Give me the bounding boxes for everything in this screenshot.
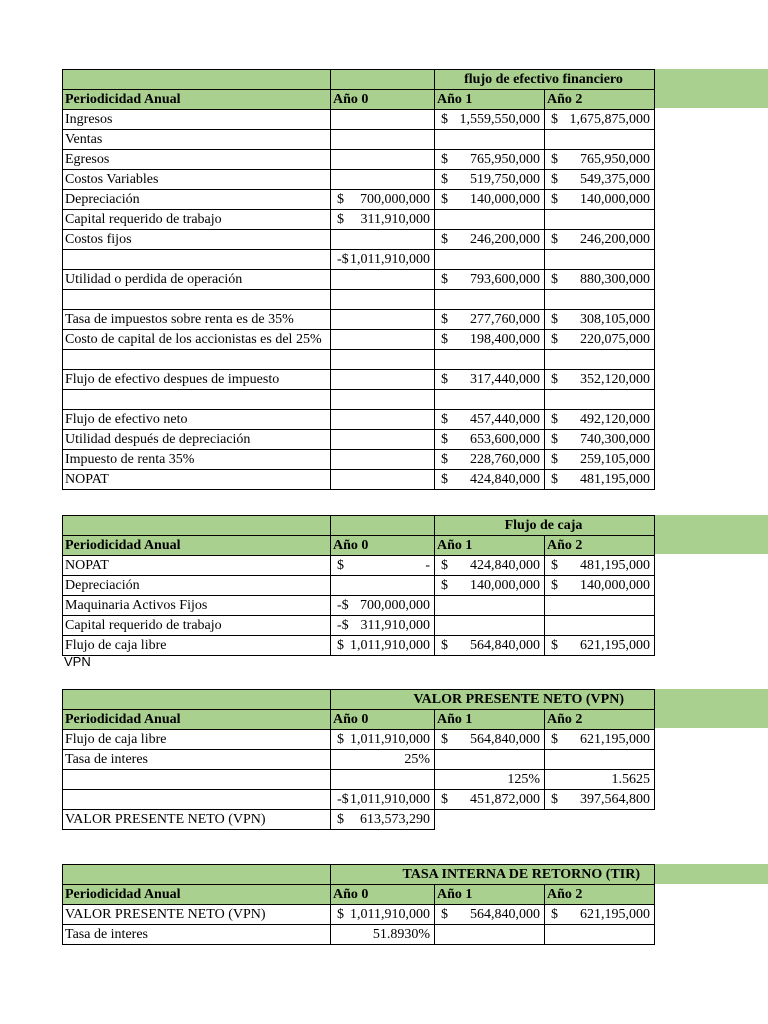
cell-y0 [331, 190, 435, 210]
currency-symbol: $ [337, 907, 344, 922]
cell-y1 [435, 170, 545, 190]
cell-value: 51.8930% [372, 927, 430, 942]
table-row [63, 350, 655, 370]
currency-symbol: $ [441, 472, 448, 487]
cell-value: 352,120,000 [580, 372, 650, 387]
cell-value: 311,910,000 [360, 212, 430, 227]
cell-value: 451,872,000 [470, 792, 540, 807]
table-row [63, 230, 655, 250]
currency-symbol: $ [551, 112, 558, 127]
row-label: Capital requerido de trabajo [63, 616, 331, 636]
table-row [63, 925, 655, 945]
row-label [63, 390, 331, 410]
cell-y2 [545, 576, 655, 596]
header-ano-0: Año 0 [331, 710, 435, 730]
cell-y0 [331, 230, 435, 250]
header-row [63, 536, 655, 556]
header-ano-1: Año 1 [435, 536, 545, 556]
table-row [63, 470, 655, 490]
cell-y0 [331, 170, 435, 190]
header-periodicidad: Periodicidad Anual [63, 885, 331, 905]
cell-y0 [331, 350, 435, 370]
table-row [63, 576, 655, 596]
header-ano-0: Año 0 [331, 90, 435, 110]
cell-y2 [545, 370, 655, 390]
currency-symbol: $ [441, 312, 448, 327]
table-row [63, 250, 655, 270]
cell-value: 564,840,000 [470, 907, 540, 922]
cell-y1 [435, 730, 545, 750]
header-ano-2: Año 2 [545, 885, 655, 905]
cell-y1 [435, 290, 545, 310]
currency-symbol: $ [441, 372, 448, 387]
table-row [63, 905, 655, 925]
currency-symbol: $ [441, 578, 448, 593]
table-row [63, 130, 655, 150]
cell-y0 [331, 310, 435, 330]
table-row [63, 410, 655, 430]
cell-value: 1.5625 [611, 772, 650, 787]
header-periodicidad: Periodicidad Anual [63, 90, 331, 110]
cell-value: 246,200,000 [470, 232, 540, 247]
cell-y2 [545, 190, 655, 210]
table-row [63, 636, 655, 656]
currency-symbol: $ [441, 558, 448, 573]
row-label [63, 770, 331, 790]
table-row [63, 430, 655, 450]
cell-y0 [331, 556, 435, 576]
currency-symbol: $ [441, 272, 448, 287]
currency-symbol: $ [337, 732, 344, 747]
cell-y2 [545, 556, 655, 576]
cell-y2 [545, 430, 655, 450]
cell-value: 457,440,000 [470, 412, 540, 427]
cell-y1 [435, 210, 545, 230]
cell-value: 492,120,000 [580, 412, 650, 427]
table-row [63, 210, 655, 230]
cell-value: 1,011,910,000 [350, 907, 430, 922]
cell-value: 198,400,000 [470, 332, 540, 347]
currency-symbol: $ [441, 638, 448, 653]
cell-y1 [435, 616, 545, 636]
cell-value: 259,105,000 [580, 452, 650, 467]
vpn-table [62, 689, 655, 830]
cell-value: 765,950,000 [470, 152, 540, 167]
currency-symbol: $ [551, 372, 558, 387]
cell-y1 [435, 470, 545, 490]
cell-y1 [435, 330, 545, 350]
table-row [63, 770, 655, 790]
table-row [63, 290, 655, 310]
cell-y0 [331, 370, 435, 390]
cell-y2 [545, 925, 655, 945]
cell-y0 [331, 110, 435, 130]
cell-value: 549,375,000 [580, 172, 650, 187]
currency-symbol: $ [551, 792, 558, 807]
cell-y2 [545, 130, 655, 150]
cell-y0 [331, 270, 435, 290]
cell-y1 [435, 230, 545, 250]
cell-value: 140,000,000 [580, 192, 650, 207]
cell-y0 [331, 250, 435, 270]
header-ano-1: Año 1 [435, 90, 545, 110]
header-ano-0: Año 0 [331, 885, 435, 905]
cell-y1 [435, 150, 545, 170]
cell-y0 [331, 130, 435, 150]
row-label: Flujo de efectivo neto [63, 410, 331, 430]
table-title-row [63, 70, 655, 90]
table-row [63, 790, 655, 810]
cell-value: 140,000,000 [580, 578, 650, 593]
cell-y2 [545, 750, 655, 770]
row-label: NOPAT [63, 556, 331, 576]
cell-value: 1,011,910,000 [350, 792, 430, 807]
table-row [63, 450, 655, 470]
cell-y0 [331, 616, 435, 636]
header-ano-1: Año 1 [435, 885, 545, 905]
currency-symbol: $ [551, 638, 558, 653]
currency-symbol: $ [441, 332, 448, 347]
vpn-note: VPN [64, 654, 91, 669]
currency-symbol: $ [441, 232, 448, 247]
table-title: TASA INTERNA DE RETORNO (TIR) [331, 865, 655, 885]
row-label: Flujo de caja libre [63, 636, 331, 656]
cell-y0 [331, 450, 435, 470]
cell-y0 [331, 410, 435, 430]
row-label: Costos fijos [63, 230, 331, 250]
cell-y2 [545, 905, 655, 925]
cell-value: 140,000,000 [470, 578, 540, 593]
cell-value: 424,840,000 [470, 558, 540, 573]
cell-y1 [435, 250, 545, 270]
cell-value: 481,195,000 [580, 558, 650, 573]
cell-y1 [435, 370, 545, 390]
currency-symbol: $ [441, 172, 448, 187]
table-row [63, 110, 655, 130]
cell-value: 621,195,000 [580, 732, 650, 747]
row-label: VALOR PRESENTE NETO (VPN) [63, 905, 331, 925]
cell-value: 653,600,000 [470, 432, 540, 447]
table-row [63, 730, 655, 750]
row-label [63, 250, 331, 270]
currency-symbol: $ [551, 558, 558, 573]
table-row [63, 596, 655, 616]
currency-symbol: -$ [337, 598, 349, 613]
cell-y0 [331, 150, 435, 170]
cell-y0 [331, 636, 435, 656]
cell-value: 397,564,800 [580, 792, 650, 807]
cell-y2 [545, 330, 655, 350]
cell-y0 [331, 790, 435, 810]
flujo-efectivo-table [62, 69, 655, 490]
cell-y2 [545, 450, 655, 470]
vpn-result-label: VALOR PRESENTE NETO (VPN) [63, 810, 331, 830]
cell-y2 [545, 410, 655, 430]
row-label: NOPAT [63, 470, 331, 490]
row-label: Depreciación [63, 576, 331, 596]
flujo-caja-table [62, 515, 655, 656]
table-title-row [63, 865, 655, 885]
cell-y0 [331, 750, 435, 770]
currency-symbol: $ [441, 152, 448, 167]
currency-symbol: $ [551, 732, 558, 747]
currency-symbol: $ [551, 432, 558, 447]
currency-symbol: $ [551, 332, 558, 347]
cell-value: 564,840,000 [470, 638, 540, 653]
header-periodicidad: Periodicidad Anual [63, 536, 331, 556]
cell-value: 246,200,000 [580, 232, 650, 247]
table-title-row [63, 690, 655, 710]
cell-value: 311,910,000 [360, 618, 430, 633]
cell-value: - [425, 558, 430, 573]
row-label: Tasa de interes [63, 925, 331, 945]
cell-value: 564,840,000 [470, 732, 540, 747]
row-label [63, 290, 331, 310]
table-row [63, 150, 655, 170]
cell-y1 [435, 750, 545, 770]
table-row [63, 616, 655, 636]
row-label: Impuesto de renta 35% [63, 450, 331, 470]
header-ano-2: Año 2 [545, 536, 655, 556]
cell-value: 1,011,910,000 [350, 252, 430, 267]
currency-symbol: $ [441, 732, 448, 747]
row-label: Depreciación [63, 190, 331, 210]
cell-y2 [545, 230, 655, 250]
row-label: Ventas [63, 130, 331, 150]
cell-value: 519,750,000 [470, 172, 540, 187]
cell-y1 [435, 130, 545, 150]
cell-value: 1,559,550,000 [459, 112, 540, 127]
row-label [63, 790, 331, 810]
row-label: Ingresos [63, 110, 331, 130]
cell-y0 [331, 390, 435, 410]
cell-y0 [331, 576, 435, 596]
cell-value: 880,300,000 [580, 272, 650, 287]
cell-value: 613,573,290 [360, 812, 430, 827]
currency-symbol: $ [551, 578, 558, 593]
cell-value: 317,440,000 [470, 372, 540, 387]
cell-y2 [545, 170, 655, 190]
cell-y2 [545, 290, 655, 310]
currency-symbol: $ [551, 452, 558, 467]
cell-value: 700,000,000 [360, 598, 430, 613]
currency-symbol: $ [441, 112, 448, 127]
currency-symbol: $ [551, 472, 558, 487]
cell-y0 [331, 210, 435, 230]
cell-y2 [545, 210, 655, 230]
currency-symbol: $ [337, 192, 344, 207]
currency-symbol: $ [551, 172, 558, 187]
cell-y1 [435, 770, 545, 790]
cell-value: 481,195,000 [580, 472, 650, 487]
cell-y1 [435, 576, 545, 596]
currency-symbol: $ [337, 638, 344, 653]
cell-y1 [435, 410, 545, 430]
header-row [63, 710, 655, 730]
row-label: Costos Variables [63, 170, 331, 190]
vpn-result-row [63, 810, 655, 830]
currency-symbol: $ [551, 192, 558, 207]
cell-value: 424,840,000 [470, 472, 540, 487]
cell-y1 [435, 636, 545, 656]
cell-value: 621,195,000 [580, 907, 650, 922]
currency-symbol: $ [337, 812, 344, 827]
cell-y2 [545, 350, 655, 370]
cell-y2 [545, 790, 655, 810]
cell-value: 308,105,000 [580, 312, 650, 327]
cell-y1 [435, 556, 545, 576]
cell-value: 25% [404, 752, 430, 767]
currency-symbol: $ [551, 272, 558, 287]
currency-symbol: -$ [337, 618, 349, 633]
cell-y1 [435, 450, 545, 470]
currency-symbol: $ [441, 192, 448, 207]
cell-y1 [435, 905, 545, 925]
cell-y0 [331, 770, 435, 790]
currency-symbol: -$ [337, 792, 349, 807]
table-row [63, 330, 655, 350]
cell-y2 [545, 616, 655, 636]
cell-y0 [331, 730, 435, 750]
cell-value: 125% [507, 772, 540, 787]
currency-symbol: $ [551, 152, 558, 167]
cell-y1 [435, 790, 545, 810]
header-row [63, 885, 655, 905]
currency-symbol: $ [337, 212, 344, 227]
currency-symbol: $ [551, 412, 558, 427]
cell-y1 [435, 350, 545, 370]
row-label [63, 350, 331, 370]
table-row [63, 270, 655, 290]
cell-y0 [331, 925, 435, 945]
header-ano-1: Año 1 [435, 710, 545, 730]
table-row [63, 370, 655, 390]
row-label: Flujo de caja libre [63, 730, 331, 750]
cell-y1 [435, 190, 545, 210]
cell-y2 [545, 390, 655, 410]
table-row [63, 190, 655, 210]
cell-y0 [331, 905, 435, 925]
cell-y1 [435, 596, 545, 616]
cell-y2 [545, 470, 655, 490]
currency-symbol: $ [551, 232, 558, 247]
currency-symbol: $ [337, 558, 344, 573]
cell-value: 1,675,875,000 [569, 112, 650, 127]
header-ano-0: Año 0 [331, 536, 435, 556]
currency-symbol: $ [441, 792, 448, 807]
cell-value: 140,000,000 [470, 192, 540, 207]
cell-y0 [331, 290, 435, 310]
currency-symbol: $ [441, 907, 448, 922]
header-ano-2: Año 2 [545, 90, 655, 110]
cell-y1 [435, 270, 545, 290]
cell-y2 [545, 770, 655, 790]
table-row [63, 170, 655, 190]
cell-y2 [545, 636, 655, 656]
row-label: Utilidad después de depreciación [63, 430, 331, 450]
table-title-row [63, 516, 655, 536]
currency-symbol: $ [441, 452, 448, 467]
cell-value: 277,760,000 [470, 312, 540, 327]
table-title: flujo de efectivo financiero [435, 70, 655, 90]
header-ano-2: Año 2 [545, 710, 655, 730]
table-title: VALOR PRESENTE NETO (VPN) [331, 690, 655, 710]
cell-y1 [435, 430, 545, 450]
cell-value: 700,000,000 [360, 192, 430, 207]
cell-value: 220,075,000 [580, 332, 650, 347]
vpn-result-value [331, 810, 435, 830]
row-label: Egresos [63, 150, 331, 170]
cell-y0 [331, 596, 435, 616]
row-label: Tasa de interes [63, 750, 331, 770]
row-label: Tasa de impuestos sobre renta es de 35% [63, 310, 331, 330]
header-periodicidad: Periodicidad Anual [63, 710, 331, 730]
currency-symbol: $ [551, 907, 558, 922]
row-label: Utilidad o perdida de operación [63, 270, 331, 290]
currency-symbol: $ [551, 312, 558, 327]
currency-symbol: $ [441, 432, 448, 447]
cell-y2 [545, 110, 655, 130]
cell-y0 [331, 330, 435, 350]
cell-y0 [331, 430, 435, 450]
currency-symbol: $ [441, 412, 448, 427]
cell-y2 [545, 150, 655, 170]
cell-y2 [545, 730, 655, 750]
cell-y1 [435, 390, 545, 410]
table-row [63, 556, 655, 576]
row-label: Costo de capital de los accionistas es del 25% [63, 330, 331, 350]
cell-y1 [435, 110, 545, 130]
cell-value: 1,011,910,000 [350, 732, 430, 747]
cell-value: 621,195,000 [580, 638, 650, 653]
tir-table [62, 864, 655, 945]
cell-y2 [545, 310, 655, 330]
table-title: Flujo de caja [435, 516, 655, 536]
cell-value: 793,600,000 [470, 272, 540, 287]
cell-value: 765,950,000 [580, 152, 650, 167]
row-label: Capital requerido de trabajo [63, 210, 331, 230]
cell-value: 740,300,000 [580, 432, 650, 447]
header-row [63, 90, 655, 110]
cell-y2 [545, 270, 655, 290]
row-label: Maquinaria Activos Fijos [63, 596, 331, 616]
cell-y1 [435, 310, 545, 330]
table-row [63, 310, 655, 330]
cell-y2 [545, 250, 655, 270]
row-label: Flujo de efectivo despues de impuesto [63, 370, 331, 390]
table-row [63, 390, 655, 410]
cell-value: 1,011,910,000 [350, 638, 430, 653]
cell-y0 [331, 470, 435, 490]
cell-y1 [435, 925, 545, 945]
table-row [63, 750, 655, 770]
currency-symbol: -$ [337, 252, 349, 267]
cell-y2 [545, 596, 655, 616]
cell-value: 228,760,000 [470, 452, 540, 467]
